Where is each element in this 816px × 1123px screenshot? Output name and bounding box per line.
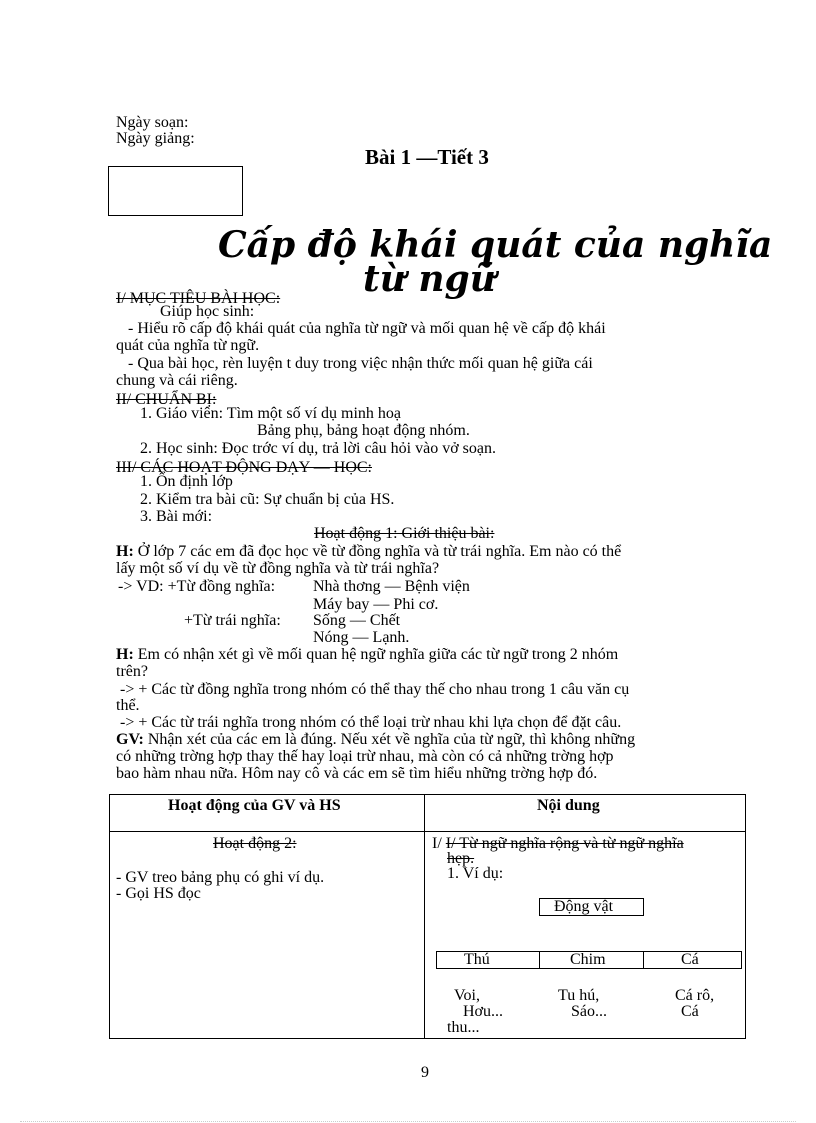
category-ca: Cá <box>681 951 699 968</box>
vd-label: -> VD: +Từ đồng nghĩa: <box>118 578 276 595</box>
blank-box <box>108 166 243 216</box>
vd-synonym-2: Máy bay — Phi cơ. <box>313 596 439 613</box>
question2 <box>116 646 618 663</box>
lesson-title: Bài 1 —Tiết 3 <box>365 145 489 169</box>
vd-antonym-label: +Từ trái nghĩa: <box>184 612 281 629</box>
answer1: -> + Các từ đồng nghĩa trong nhóm có thể thay thế cho nhau trong 1 câu văn cụ <box>120 681 630 698</box>
thu-item: Voi, <box>454 987 480 1004</box>
category-divider <box>643 951 644 969</box>
question-label: H: <box>116 543 134 560</box>
table-header-right <box>425 795 746 832</box>
col1-header: Hoạt động của GV và HS <box>168 797 341 814</box>
main-title-line1: Cấp độ khái quát của nghĩa <box>218 224 773 266</box>
ca-item: Cá rô, <box>675 987 715 1004</box>
chim-item: Sáo... <box>571 1003 607 1020</box>
thu-item: thu... <box>447 1019 480 1036</box>
section1-line: chung và cái riêng. <box>116 372 238 389</box>
gv-label: GV: <box>116 731 144 748</box>
table-right-cell <box>425 832 746 1039</box>
answer1-cont: thể. <box>116 697 140 714</box>
question-text: Em có nhận xét gì về mối quan hệ ngữ nghĩa giữa các từ ngữ trong 2 nhóm <box>133 646 619 663</box>
gv-note-cont: có những trờng hợp thay thế hay loại trừ nhau, mà còn có cả những trờng hợp <box>116 748 614 765</box>
section2-line: 2. Học sinh: Đọc trớc ví dụ, trả lời câu hỏi vào vở soạn. <box>140 440 496 457</box>
section3-line: 3. Bài mới: <box>140 508 213 525</box>
section1-line: Giúp học sinh: <box>160 303 255 320</box>
right-heading: I/ I/ Từ ngữ nghĩa rộng và từ ngữ nghĩa <box>432 835 684 852</box>
section1-line: - Hiểu rõ cấp độ khái quát của nghĩa từ ngữ và mối quan hệ về cấp độ khái <box>128 320 606 337</box>
section2-heading: II/ CHUẨN BỊ: <box>116 391 217 408</box>
vd-antonym-1: Sống — Chết <box>313 612 401 629</box>
ngay-giang: Ngày giảng: <box>116 130 195 147</box>
gv-note-cont: bao hàm nhau nữa. Hôm nay cô và các em sẽ tìm hiểu những trờng hợp đó. <box>116 765 598 782</box>
chim-item: Tu hú, <box>558 987 600 1004</box>
activity1-heading: Hoạt động 1: Giới thiệu bài: <box>314 525 495 542</box>
question1 <box>116 543 621 560</box>
question2-cont: trên? <box>116 663 148 680</box>
left-line: - GV treo bảng phụ có ghi ví dụ. <box>116 869 325 886</box>
question-text: Ở lớp 7 các em đã đọc học về từ đồng nghĩa và từ trái nghĩa. Em nào có thể <box>133 543 622 560</box>
question1-cont: lấy một số ví dụ về từ đồng nghĩa và từ trái nghĩa? <box>116 560 440 577</box>
ca-item: Cá <box>681 1003 699 1020</box>
vd-antonym-2: Nóng — Lạnh. <box>313 629 410 646</box>
right-heading-cont: hẹp. <box>447 850 475 867</box>
right-heading-text: I/ Từ ngữ nghĩa rộng và từ ngữ nghĩa <box>445 835 684 852</box>
root-box <box>539 898 644 916</box>
category-thu: Thú <box>464 951 490 968</box>
table-left-cell <box>110 832 425 1039</box>
answer2: -> + Các từ trái nghĩa trong nhóm có thể loại trừ nhau khi lựa chọn để đặt câu. <box>120 714 622 731</box>
category-chim: Chim <box>570 951 606 968</box>
vd-synonym-1: Nhà thơng — Bệnh viện <box>313 578 470 595</box>
section2-line: 1. Giáo viên: Tìm một số ví dụ minh hoạ <box>140 405 402 422</box>
left-line: - Gọi HS đọc <box>116 885 201 902</box>
example-label: 1. Ví dụ: <box>447 865 504 882</box>
main-title-line2: từ ngữ <box>363 258 496 300</box>
page-number: 9 <box>421 1064 429 1081</box>
section2-line: Bảng phụ, bảng hoạt động nhóm. <box>257 422 470 439</box>
gv-text: Nhận xét của các em là đúng. Nếu xét về nghĩa của từ ngữ, thì không những <box>143 731 636 748</box>
activity-table <box>109 794 746 1039</box>
root-label: Động vật <box>554 898 614 915</box>
page-edge-divider <box>20 1121 796 1122</box>
table-header-left <box>110 795 425 832</box>
ngay-soan: Ngày soạn: <box>116 114 189 131</box>
gv-note <box>116 731 635 748</box>
question-label: H: <box>116 646 134 663</box>
section1-line: - Qua bài học, rèn luyện t duy trong việc nhận thức mối quan hệ giữa cái <box>128 355 593 372</box>
activity2-heading: Hoạt động 2: <box>213 835 297 852</box>
thu-item: Hơu... <box>463 1003 504 1020</box>
section1-line: quát của nghĩa từ ngữ. <box>116 337 260 354</box>
section3-line: 2. Kiểm tra bài cũ: Sự chuẩn bị của HS. <box>140 491 395 508</box>
section3-heading: III/ CÁC HOẠT ĐỘNG DẠY — HỌC: <box>116 459 372 476</box>
section1-heading: I/ MỤC TIÊU BÀI HỌC: <box>116 290 281 307</box>
col2-header: Nội dung <box>537 797 600 814</box>
section3-line: 1. Ổn định lớp <box>140 473 233 490</box>
category-divider <box>539 951 540 969</box>
